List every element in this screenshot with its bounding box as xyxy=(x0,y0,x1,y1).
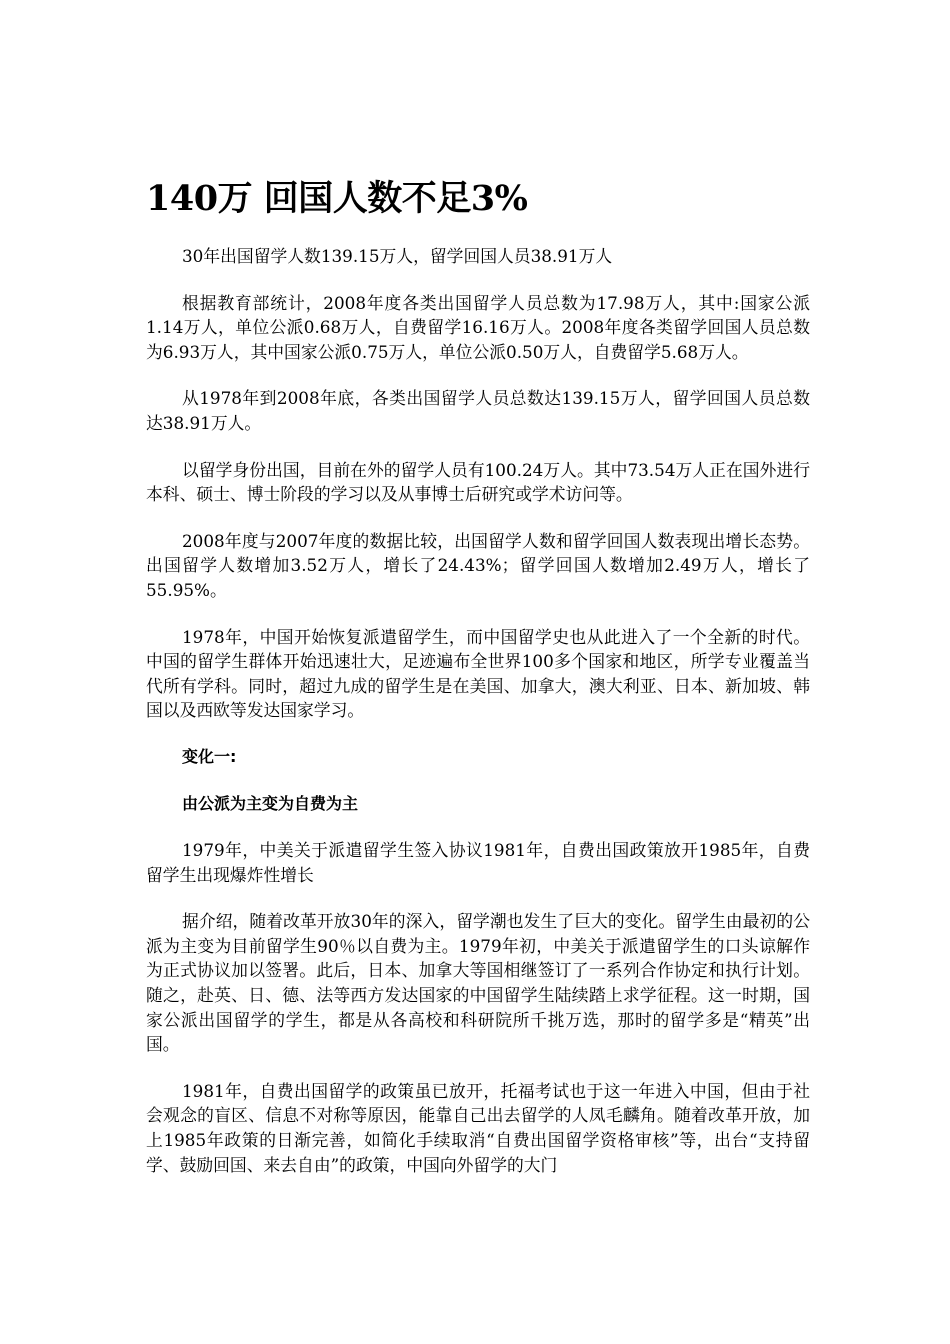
paragraph-5: 2008年度与2007年度的数据比较，出国留学人数和留学回国人数表现出增长态势。出国留学人数增加3.52万人，增长了24.43%；留学回国人数增加2.49万人，增长了55.95%。 xyxy=(146,530,810,600)
paragraph-9: 1981年，自费出国留学的政策虽已放开，托福考试也于这一年进入中国，但由于社会观念的盲区、信息不对称等原因，能靠自己出去留学的人凤毛麟角。随着改革开放，加上1985年政策的日渐完善，如简化手续取消“自费出国留学资格审核”等，出台“支持留学、鼓励回国、来去自由”的政策，中国向外留学的大门 xyxy=(146,1080,810,1175)
page-title: 140万 回国人数不足3% xyxy=(146,178,528,219)
article-body xyxy=(146,244,810,1199)
paragraph-8: 据介绍，随着改革开放30年的深入，留学潮也发生了巨大的变化。留学生由最初的公派为主变为目前留学生90％以自费为主。1979年初，中美关于派遣留学生的口头谅解作为正式协议加以签署。此后，日本、加拿大等国相继签订了一系列合作协定和执行计划。随之，赴英、日、德、法等西方发达国家的中国留学生陆续踏上求学征程。这一时期，国家公派出国留学的学生，都是从各高校和科研院所千挑万选，那时的留学多是“精英”出国。 xyxy=(146,911,810,1055)
paragraph-7: 1979年，中美关于派遣留学生签入协议1981年，自费出国政策放开1985年，自费留学生出现爆炸性增长 xyxy=(146,840,810,885)
section-heading-change-one: 变化一: xyxy=(182,746,237,766)
paragraph-1: 30年出国留学人数139.15万人，留学回国人员38.91万人 xyxy=(182,246,613,266)
paragraph-6: 1978年，中国开始恢复派遣留学生，而中国留学史也从此进入了一个全新的时代。中国的留学生群体开始迅速壮大，足迹遍布全世界100多个国家和地区，所学专业覆盖当代所有学科。同时，超过九成的留学生是在美国、加拿大，澳大利亚、日本、新加坡、韩国以及西欧等发达国家学习。 xyxy=(146,626,810,721)
section-subheading: 由公派为主变为自费为主 xyxy=(182,793,359,813)
paragraph-3: 从1978年到2008年底，各类出国留学人员总数达139.15万人，留学回国人员总数达38.91万人。 xyxy=(146,388,810,433)
paragraph-2: 根据教育部统计，2008年度各类出国留学人员总数为17.98万人，其中:国家公派1.14万人，单位公派0.68万人，自费留学16.16万人。2008年度各类留学回国人员总数为6.93万人，其中国家公派0.75万人，单位公派0.50万人，自费留学5.68万人。 xyxy=(146,292,810,362)
paragraph-4: 以留学身份出国，目前在外的留学人员有100.24万人。其中73.54万人正在国外进行本科、硕士、博士阶段的学习以及从事博士后研究或学术访问等。 xyxy=(146,459,810,505)
